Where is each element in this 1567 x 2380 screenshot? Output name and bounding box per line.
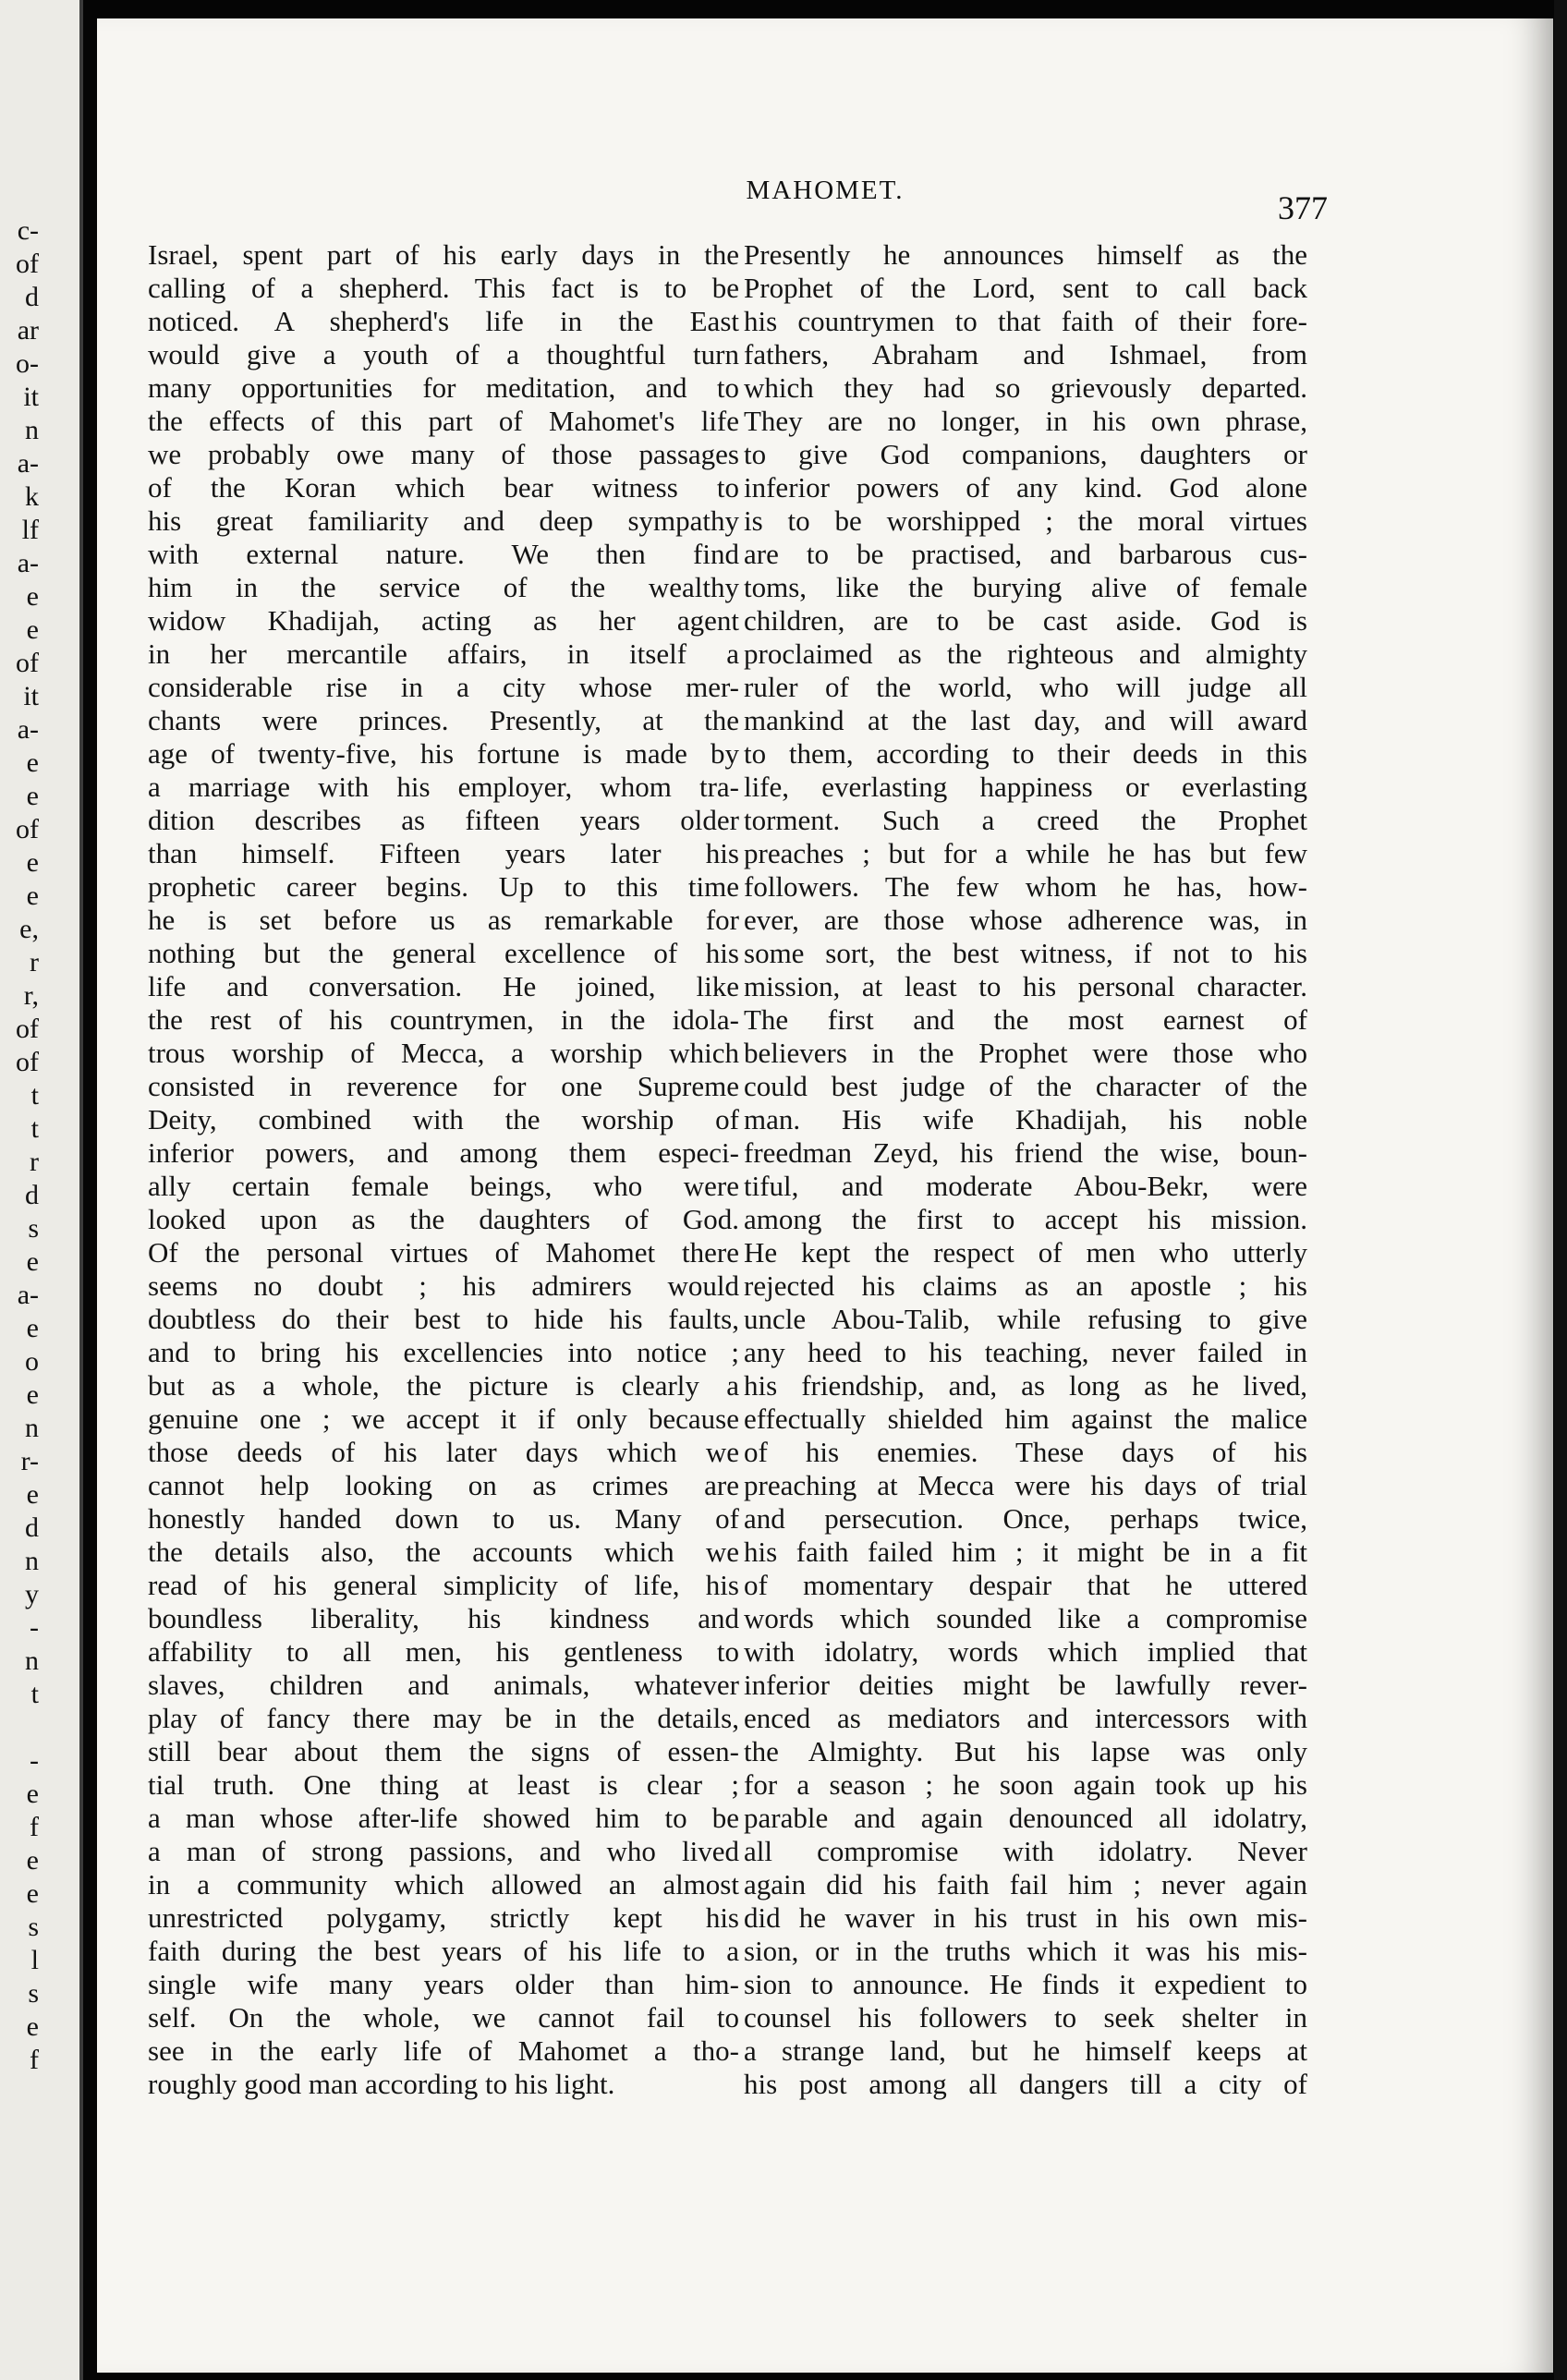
text-line: all compromise with idolatry. Never xyxy=(744,1835,1307,1867)
text-line: rejected his claims as an apostle ; his xyxy=(744,1269,1307,1302)
text-line: boundless liberality, his kindness and xyxy=(148,1602,739,1634)
text-line: torment. Such a creed the Prophet xyxy=(744,804,1307,836)
text-line: his faith failed him ; it might be in a fit xyxy=(744,1536,1307,1568)
text-line: followers. The few whom he has, how- xyxy=(744,870,1307,903)
fragment-line: e xyxy=(26,1246,39,1277)
book-page xyxy=(97,18,1553,2373)
fragment-line: d xyxy=(25,282,39,312)
text-line: They are no longer, in his own phrase, xyxy=(744,405,1307,437)
text-line: a strange land, but he himself keeps at xyxy=(744,2034,1307,2067)
text-line: of his enemies. These days of his xyxy=(744,1436,1307,1468)
fragment-line: e xyxy=(26,2011,39,2042)
text-line: mankind at the last day, and will award xyxy=(744,704,1307,736)
text-line: toms, like the burying alive of female xyxy=(744,571,1307,603)
fragment-line: f xyxy=(30,1812,39,1842)
text-line: preaches ; but for a while he has but few xyxy=(744,837,1307,869)
text-line: age of twenty-five, his fortune is made by xyxy=(148,737,739,770)
text-line: seems no doubt ; his admirers would xyxy=(148,1269,739,1302)
text-line: some sort, the best witness, if not to his xyxy=(744,937,1307,969)
fragment-line: e xyxy=(26,1379,39,1410)
text-line: calling of a shepherd. This fact is to be xyxy=(148,272,739,304)
text-line: tiful, and moderate Abou-Bekr, were xyxy=(744,1170,1307,1202)
fragment-line: r, xyxy=(23,980,39,1011)
text-line: read of his general simplicity of life, his xyxy=(148,1569,739,1601)
text-line: genuine one ; we accept it if only because xyxy=(148,1402,739,1435)
fragment-line: k xyxy=(25,481,39,512)
text-line: uncle Abou-Talib, while refusing to give xyxy=(744,1303,1307,1335)
text-line: a man of strong passions, and who lived xyxy=(148,1835,739,1867)
fragment-line: o- xyxy=(16,348,39,379)
text-line: widow Khadijah, acting as her agent xyxy=(148,604,739,637)
left-text-column xyxy=(148,238,739,2101)
text-line: freedman Zeyd, his friend the wise, boun- xyxy=(744,1136,1307,1169)
scan-border xyxy=(1554,0,1567,2380)
text-line: in a community which allowed an almost xyxy=(148,1868,739,1900)
fragment-line: s xyxy=(28,1912,39,1942)
fragment-line: e xyxy=(26,1779,39,1809)
text-line: the details also, the accounts which we xyxy=(148,1536,739,1568)
text-line: Of the personal virtues of Mahomet there xyxy=(148,1236,739,1269)
text-line: did he waver in his trust in his own mis- xyxy=(744,1901,1307,1934)
text-line: could best judge of the character of the xyxy=(744,1070,1307,1102)
text-line: many opportunities for meditation, and to xyxy=(148,371,739,404)
fragment-line: s xyxy=(28,1978,39,2009)
fragment-line: it xyxy=(23,681,39,711)
fragment-line: of xyxy=(16,648,39,678)
text-line: unrestricted polygamy, strictly kept his xyxy=(148,1901,739,1934)
fragment-line: n xyxy=(25,1645,39,1676)
text-line: ruler of the world, who will judge all xyxy=(744,671,1307,703)
text-line: in her mercantile affairs, in itself a xyxy=(148,638,739,670)
text-line: sion, or in the truths which it was his mis- xyxy=(744,1935,1307,1967)
running-head: MAHOMET. xyxy=(746,176,905,205)
text-line: noticed. A shepherd's life in the East xyxy=(148,305,739,337)
fragment-line: f xyxy=(30,2045,39,2075)
text-line: with idolatry, words which implied that xyxy=(744,1635,1307,1668)
text-line: we probably owe many of those passages xyxy=(148,438,739,470)
fragment-line: - xyxy=(30,1745,39,1776)
text-line: honestly handed down to us. Many of xyxy=(148,1502,739,1535)
fragment-line: d xyxy=(25,1180,39,1210)
fragment-line: e xyxy=(26,880,39,911)
text-line: a man whose after-life showed him to be xyxy=(148,1802,739,1834)
text-line: and persecution. Once, perhaps twice, xyxy=(744,1502,1307,1535)
fragment-line: a- xyxy=(17,548,39,578)
text-line: which they had so grievously departed. xyxy=(744,371,1307,404)
text-line: of the Koran which bear witness to xyxy=(148,471,739,504)
text-line: for a season ; he soon again took up his xyxy=(744,1768,1307,1801)
text-line: self. On the whole, we cannot fail to xyxy=(148,2001,739,2034)
text-line: life, everlasting happiness or everlasting xyxy=(744,771,1307,803)
text-line: of momentary despair that he uttered xyxy=(744,1569,1307,1601)
fragment-line: r xyxy=(30,947,39,978)
text-line: enced as mediators and intercessors with xyxy=(744,1702,1307,1734)
text-line: his post among all dangers till a city of xyxy=(744,2068,1307,2100)
text-line: inferior powers, and among them especi- xyxy=(148,1136,739,1169)
text-line: slaves, children and animals, whatever xyxy=(148,1669,739,1701)
text-line: prophetic career begins. Up to this time xyxy=(148,870,739,903)
text-line: Presently he announces himself as the xyxy=(744,238,1307,271)
text-line: fathers, Abraham and Ishmael, from xyxy=(744,338,1307,370)
text-line: cannot help looking on as crimes are xyxy=(148,1469,739,1501)
text-line: life and conversation. He joined, like xyxy=(148,970,739,1002)
fragment-line: of xyxy=(16,249,39,279)
fragment-line: e, xyxy=(19,914,39,944)
text-line: a marriage with his employer, whom tra- xyxy=(148,771,739,803)
text-line: would give a youth of a thoughtful turn xyxy=(148,338,739,370)
text-line: mission, at least to his personal character. xyxy=(744,970,1307,1002)
text-line: single wife many years older than him- xyxy=(148,1968,739,2000)
text-line: but as a whole, the picture is clearly a xyxy=(148,1369,739,1402)
text-line: preaching at Mecca were his days of trial xyxy=(744,1469,1307,1501)
text-line: Prophet of the Lord, sent to call back xyxy=(744,272,1307,304)
text-line: consisted in reverence for one Supreme xyxy=(148,1070,739,1102)
fragment-line: e xyxy=(26,847,39,878)
fragment-line: a- xyxy=(17,448,39,479)
fragment-line: e xyxy=(26,1878,39,1909)
text-line: to them, according to their deeds in this xyxy=(744,737,1307,770)
fragment-line xyxy=(0,1711,39,1744)
text-line: considerable rise in a city whose mer- xyxy=(148,671,739,703)
fragment-line: e xyxy=(26,614,39,645)
text-line: his friendship, and, as long as he lived, xyxy=(744,1369,1307,1402)
text-line: counsel his followers to seek shelter in xyxy=(744,2001,1307,2034)
previous-page-edge xyxy=(0,0,83,2380)
fragment-line: t xyxy=(30,1113,39,1144)
fragment-line: e xyxy=(26,747,39,778)
fragment-line: ar xyxy=(17,315,39,346)
text-line: trous worship of Mecca, a worship which xyxy=(148,1037,739,1069)
fragment-line: d xyxy=(25,1512,39,1543)
fragment-line: o xyxy=(25,1346,39,1377)
text-line: faith during the best years of his life to a xyxy=(148,1935,739,1967)
fragment-line: of xyxy=(16,814,39,844)
text-line: and to bring his excellencies into notice ; xyxy=(148,1336,739,1368)
fragment-line: e xyxy=(26,1845,39,1876)
text-line: those deeds of his later days which we xyxy=(148,1436,739,1468)
text-line: play of fancy there may be in the details, xyxy=(148,1702,739,1734)
text-line: is to be worshipped ; the moral virtues xyxy=(744,504,1307,537)
text-line: proclaimed as the righteous and almighty xyxy=(744,638,1307,670)
fragment-line: t xyxy=(30,1679,39,1709)
text-line: any heed to his teaching, never failed in xyxy=(744,1336,1307,1368)
fragment-line: - xyxy=(30,1612,39,1643)
fragment-line: lf xyxy=(21,515,39,545)
text-line: looked upon as the daughters of God. xyxy=(148,1203,739,1235)
text-line: doubtless do their best to hide his faults, xyxy=(148,1303,739,1335)
fragment-line: of xyxy=(16,1047,39,1077)
text-line: roughly good man according to his light. xyxy=(148,2068,615,2100)
text-line: among the first to accept his mission. xyxy=(744,1203,1307,1235)
fragment-line: t xyxy=(30,1080,39,1111)
fragment-line: l xyxy=(30,1945,39,1975)
text-line: the rest of his countrymen, in the idola- xyxy=(148,1003,739,1036)
text-line: words which sounded like a compromise xyxy=(744,1602,1307,1634)
text-line: are to be practised, and barbarous cus- xyxy=(744,538,1307,570)
text-line: ally certain female beings, who were xyxy=(148,1170,739,1202)
fragment-line: s xyxy=(28,1213,39,1244)
text-line: Deity, combined with the worship of xyxy=(148,1103,739,1135)
text-line: children, are to be cast aside. God is xyxy=(744,604,1307,637)
text-line: nothing but the general excellence of his xyxy=(148,937,739,969)
text-line: inferior deities might be lawfully rever- xyxy=(744,1669,1307,1701)
text-line: the Almighty. But his lapse was only xyxy=(744,1735,1307,1767)
fragment-line: n xyxy=(25,1413,39,1443)
fragment-line: r xyxy=(30,1147,39,1177)
fragment-line: a- xyxy=(17,1280,39,1310)
text-line: he is set before us as remarkable for xyxy=(148,904,739,936)
text-line: his countrymen to that faith of their fore- xyxy=(744,305,1307,337)
text-line: ever, are those whose adherence was, in xyxy=(744,904,1307,936)
text-line: still bear about them the signs of essen- xyxy=(148,1735,739,1767)
text-line: dition describes as fifteen years older xyxy=(148,804,739,836)
text-line: He kept the respect of men who utterly xyxy=(744,1236,1307,1269)
fragment-line: c- xyxy=(17,215,39,246)
text-line: The first and the most earnest of xyxy=(744,1003,1307,1036)
fragment-line: it xyxy=(23,382,39,412)
fragment-line: e xyxy=(26,581,39,612)
text-line: the effects of this part of Mahomet's life xyxy=(148,405,739,437)
fragment-line: e xyxy=(26,781,39,811)
text-line: to give God companions, daughters or xyxy=(744,438,1307,470)
previous-page-fragments xyxy=(0,214,39,2077)
fragment-line: n xyxy=(25,415,39,445)
page-gutter xyxy=(79,0,83,2380)
fragment-line: y xyxy=(25,1579,39,1609)
text-line: chants were princes. Presently, at the xyxy=(148,704,739,736)
text-line: inferior powers of any kind. God alone xyxy=(744,471,1307,504)
text-line: Israel, spent part of his early days in the xyxy=(148,238,739,271)
fragment-line: e xyxy=(26,1313,39,1343)
text-line: affability to all men, his gentleness to xyxy=(148,1635,739,1668)
fragment-line: e xyxy=(26,1479,39,1510)
text-line: effectually shielded him against the malice xyxy=(744,1402,1307,1435)
right-text-column xyxy=(744,238,1307,2101)
text-line: with external nature. We then find xyxy=(148,538,739,570)
text-line: tial truth. One thing at least is clear ; xyxy=(148,1768,739,1801)
text-line: sion to announce. He finds it expedient to xyxy=(744,1968,1307,2000)
text-line: him in the service of the wealthy xyxy=(148,571,739,603)
fragment-line: r- xyxy=(20,1446,39,1476)
page-number: 377 xyxy=(1278,189,1328,226)
text-line: man. His wife Khadijah, his noble xyxy=(744,1103,1307,1135)
text-line: parable and again denounced all idolatry, xyxy=(744,1802,1307,1834)
text-line: again did his faith fail him ; never again xyxy=(744,1868,1307,1900)
fragment-line: n xyxy=(25,1546,39,1576)
fragment-line: a- xyxy=(17,714,39,745)
text-line: than himself. Fifteen years later his xyxy=(148,837,739,869)
fragment-line: of xyxy=(16,1014,39,1044)
text-line: believers in the Prophet were those who xyxy=(744,1037,1307,1069)
text-line: see in the early life of Mahomet a tho- xyxy=(148,2034,739,2067)
text-line: his great familiarity and deep sympathy xyxy=(148,504,739,537)
